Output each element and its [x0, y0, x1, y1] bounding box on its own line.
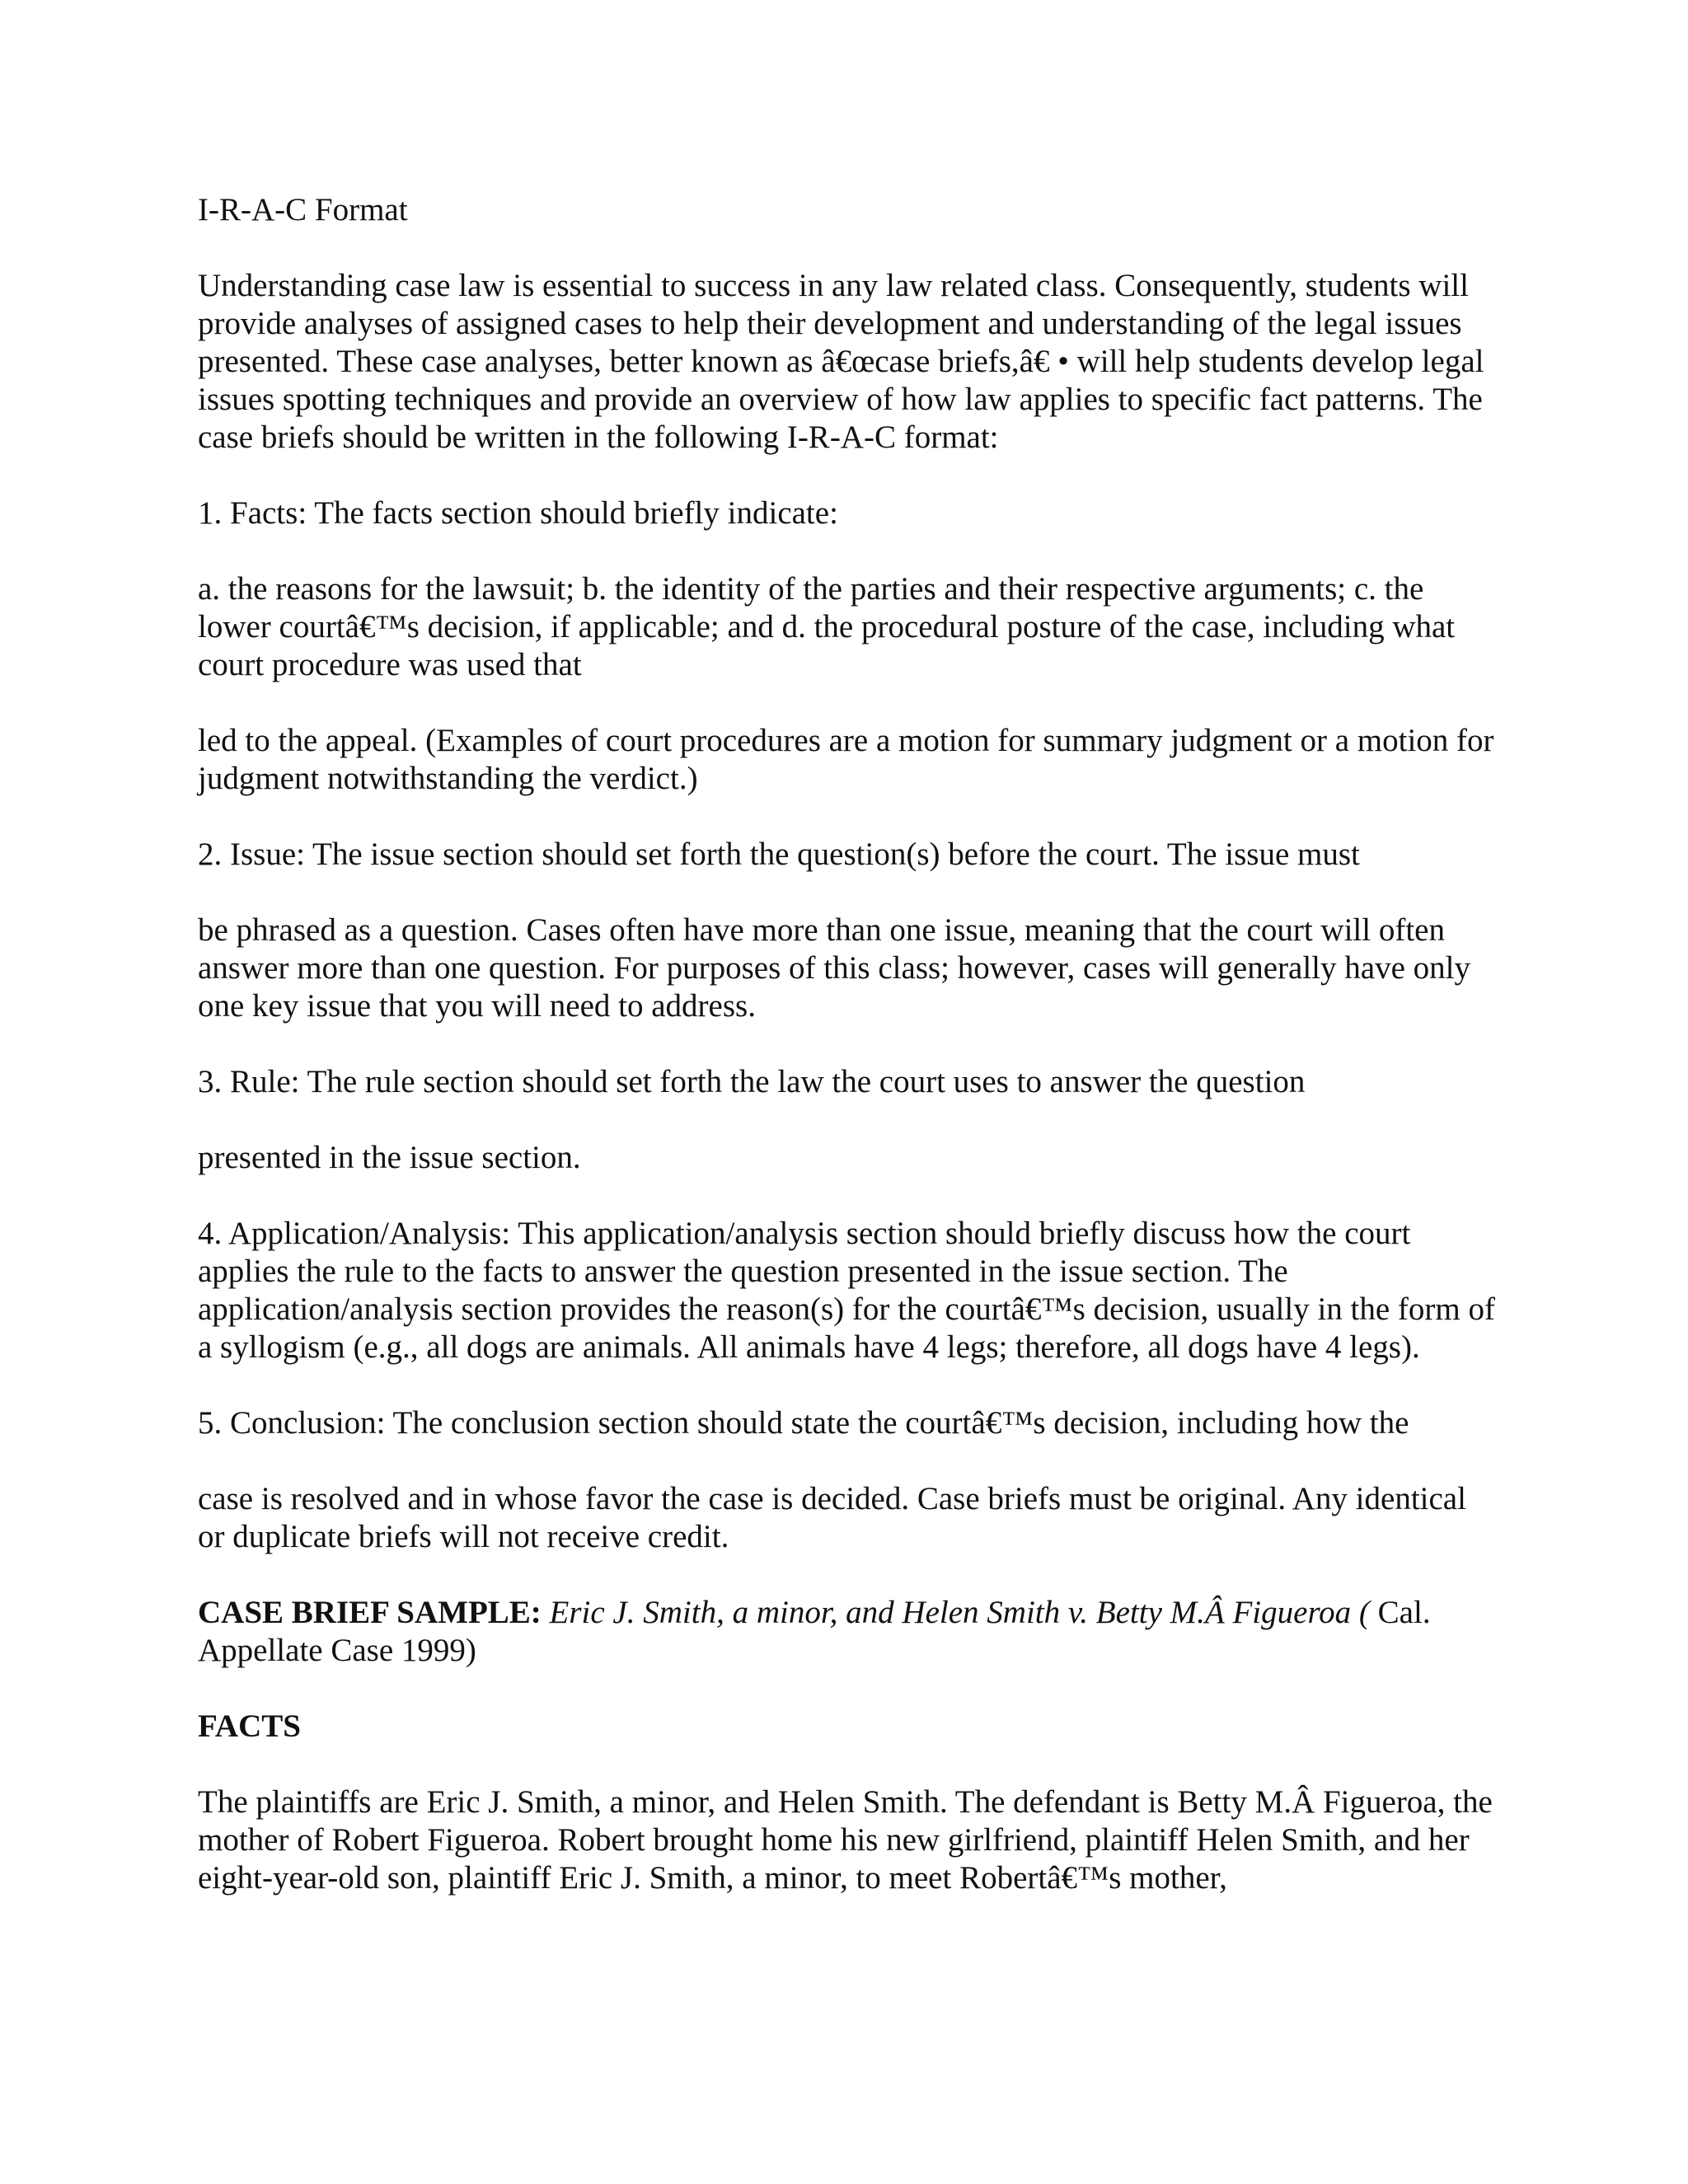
- application-paragraph: 4. Application/Analysis: This application/analysis section should briefly discuss how the court applies the rule to the facts to answer the question presented in the issue section. The application/analysis section provides the reason(s) for the courtâ€™s decision, usually in the form of a syllogism (e.g., all dogs are animals. All animals have 4 legs; therefore, all dogs have 4 legs).: [198, 1216, 1495, 1365]
- facts-continued-paragraph: led to the appeal. (Examples of court procedures are a motion for summary judgment or a motion for judgment notwithstanding the verdict.): [198, 723, 1494, 796]
- conclusion-continued-paragraph: case is resolved and in whose favor the case is decided. Case briefs must be original. Any identical or duplicate briefs will not receive credit.: [198, 1481, 1466, 1554]
- document-body: [198, 191, 1500, 1935]
- facts-body-paragraph: The plaintiffs are Eric J. Smith, a minor, and Helen Smith. The defendant is Betty M.Â Figueroa, the mother of Robert Figueroa. Robert brought home his new girlfriend, plaintiff Helen Smith, and her eight-year-old son, plaintiff Eric J. Smith, a minor, to meet Robertâ€™s mother,: [198, 1784, 1493, 1896]
- facts-section-heading: 1. Facts: The facts section should briefly indicate:: [198, 495, 838, 531]
- case-brief-sample-label: CASE BRIEF SAMPLE:: [198, 1595, 542, 1630]
- conclusion-section-heading: 5. Conclusion: The conclusion section should state the courtâ€™s decision, including how the: [198, 1405, 1409, 1441]
- case-citation: Cal. Appellate Case 1999): [198, 1595, 1431, 1668]
- facts-list-paragraph: a. the reasons for the lawsuit; b. the identity of the parties and their respective arguments; c. the lower courtâ€™s decision, if applicable; and d. the procedural posture of the case, including what court procedure was used that: [198, 571, 1456, 682]
- facts-title: FACTS: [198, 1708, 301, 1744]
- issue-section-heading: 2. Issue: The issue section should set forth the question(s) before the court. The issue must: [198, 837, 1360, 872]
- rule-section-heading: 3. Rule: The rule section should set forth the law the court uses to answer the question: [198, 1064, 1306, 1099]
- case-brief-sample-line: [198, 1594, 1500, 1670]
- document-title: I-R-A-C Format: [198, 192, 408, 227]
- rule-continued-paragraph: presented in the issue section.: [198, 1140, 581, 1175]
- intro-paragraph: Understanding case law is essential to success in any law related class. Consequently, students will provide analyses of assigned cases to help their development and understanding of the legal issues presented. These case analyses, better known as â€œcase briefs,â€ • will help students develop legal issues spotting techniques and provide an overview of how law applies to specific fact patterns. The case briefs should be written in the following I-R-A-C format:: [198, 268, 1484, 455]
- issue-continued-paragraph: be phrased as a question. Cases often have more than one issue, meaning that the court will often answer more than one question. For purposes of this class; however, cases will generally have only one key issue that you will need to address.: [198, 912, 1470, 1024]
- case-name: Eric J. Smith, a minor, and Helen Smith v. Betty M.Â Figueroa (: [549, 1595, 1370, 1630]
